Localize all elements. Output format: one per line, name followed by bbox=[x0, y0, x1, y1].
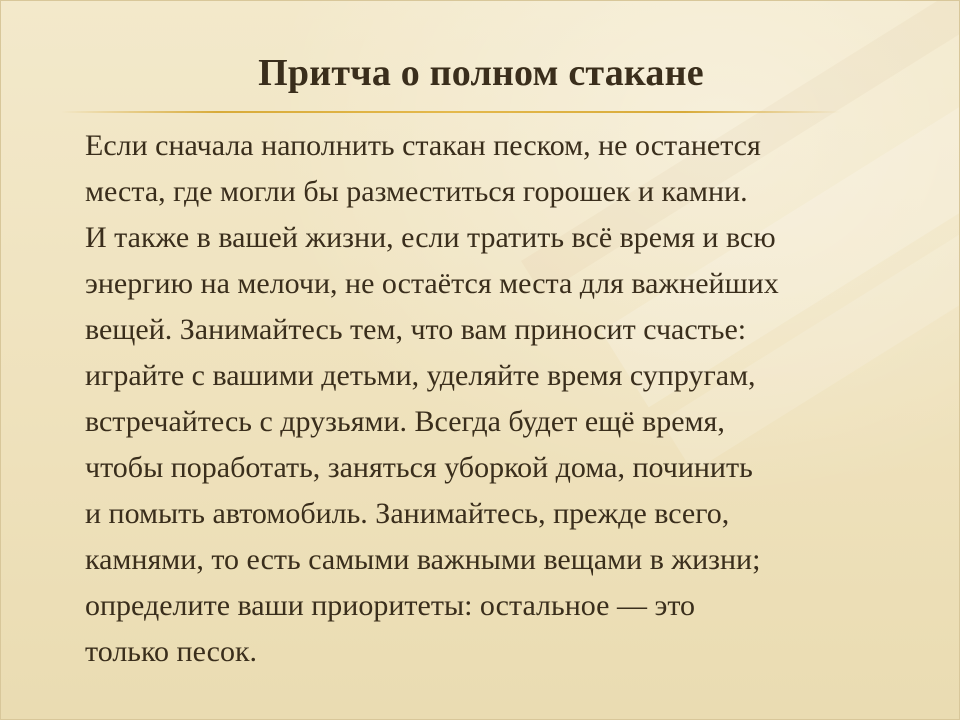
slide-body-text bbox=[85, 123, 945, 675]
text-line: Если сначала наполнить стакан песком, не останется bbox=[85, 129, 761, 162]
text-line: встречайтесь с друзьями. Всегда будет ещё время, bbox=[85, 405, 725, 438]
title-underline bbox=[61, 111, 841, 113]
text-line: только песок. bbox=[85, 635, 258, 668]
text-line: И также в вашей жизни, если тратить всё время и всю bbox=[85, 221, 776, 254]
text-line: чтобы поработать, заняться уборкой дома, починить bbox=[85, 451, 753, 484]
text-line: и помыть автомобиль. Занимайтесь, прежде всего, bbox=[85, 497, 730, 530]
text-line: камнями, то есть самыми важными вещами в жизни; bbox=[85, 543, 761, 576]
text-line: вещей. Занимайтесь тем, что вам приносит счастье: bbox=[85, 313, 747, 346]
text-line: определите ваши приоритеты: остальное — это bbox=[85, 589, 696, 622]
text-line: места, где могли бы разместиться горошек и камни. bbox=[85, 175, 748, 208]
text-line: энергию на мелочи, не остаётся места для важнейших bbox=[85, 267, 779, 300]
text-line: играйте с вашими детьми, уделяйте время супругам, bbox=[85, 359, 756, 392]
slide-title: Притча о полном стакане bbox=[258, 52, 704, 94]
